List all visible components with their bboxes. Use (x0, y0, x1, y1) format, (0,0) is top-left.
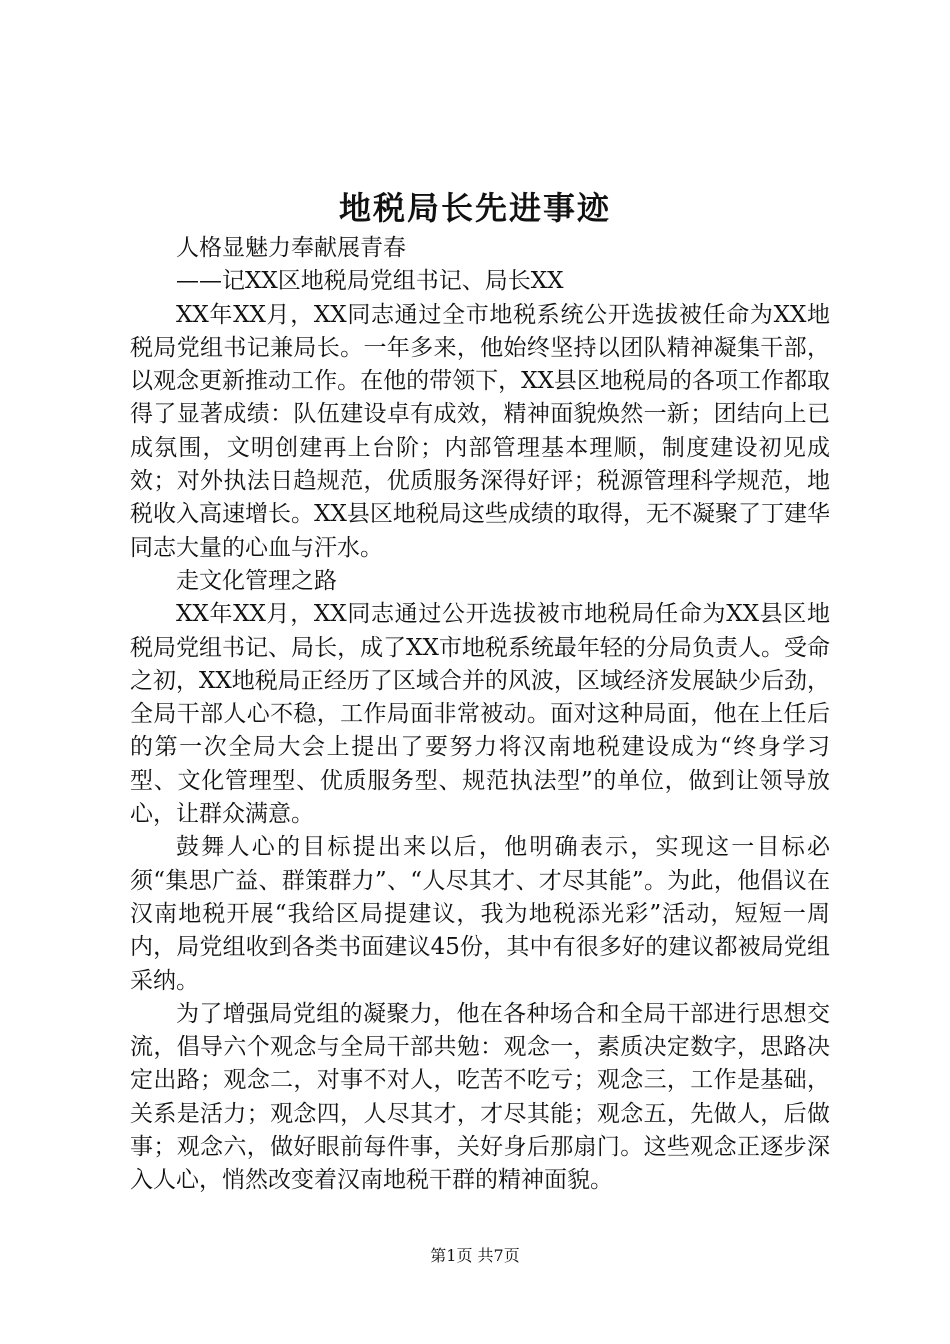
body-paragraph: XX年XX月，XX同志通过公开选拔被市地税局任命为XX县区地税局党组书记、局长，成了XX市地税系统最年轻的分局负责人。受命之初，XX地税局正经历了区域合并的风波，区域经济发展缺少后劲，全局干部人心不稳，工作局面非常被动。面对这种局面，他在上任后的第一次全局大会上提出了要努力将汉南地税建设成为“终身学习型、文化管理型、优质服务型、规范执法型”的单位，做到让领导放心，让群众满意。 (130, 601, 830, 828)
page-number: 第1页 共7页 (430, 1246, 520, 1265)
byline: ——记XX区地税局党组书记、局长XX (176, 268, 564, 295)
section-heading: 走文化管理之路 (176, 567, 337, 594)
body-paragraph: 鼓舞人心的目标提出来以后，他明确表示，实现这一目标必须“集思广益、群策群力”、“人尽其才、才尽其能”。为此，他倡议在汉南地税开展“我给区局提建议，我为地税添光彩”活动，短短一周内，局党组收到各类书面建议45份，其中有很多好的建议都被局党组采纳。 (130, 834, 830, 994)
body-paragraph: 为了增强局党组的凝聚力，他在各种场合和全局干部进行思想交流，倡导六个观念与全局干部共勉：观念一，素质决定数字，思路决定出路；观念二，对事不对人，吃苦不吃亏；观念三，工作是基础，关系是活力；观念四，人尽其才，才尽其能；观念五，先做人，后做事；观念六，做好眼前每件事，关好身后那扇门。这些观念正逐步深入人心，悄然改变着汉南地税干群的精神面貌。 (130, 1000, 830, 1194)
document-title: 地税局长先进事迹 (338, 189, 611, 227)
subtitle: 人格显魅力奉献展青春 (176, 235, 406, 261)
body-paragraph: XX年XX月，XX同志通过全市地税系统公开选拔被任命为XX地税局党组书记兼局长。一年多来，他始终坚持以团队精神凝集干部，以观念更新推动工作。在他的带领下，XX县区地税局的各项工作都取得了显著成绩：队伍建设卓有成效，精神面貌焕然一新；团结向上已成氛围，文明创建再上台阶；内部管理基本理顺，制度建设初见成效；对外执法日趋规范，优质服务深得好评；税源管理科学规范，地税收入高速增长。XX县区地税局这些成绩的取得，无不凝聚了丁建华同志大量的心血与汗水。 (130, 301, 830, 561)
document-body (130, 232, 830, 1198)
